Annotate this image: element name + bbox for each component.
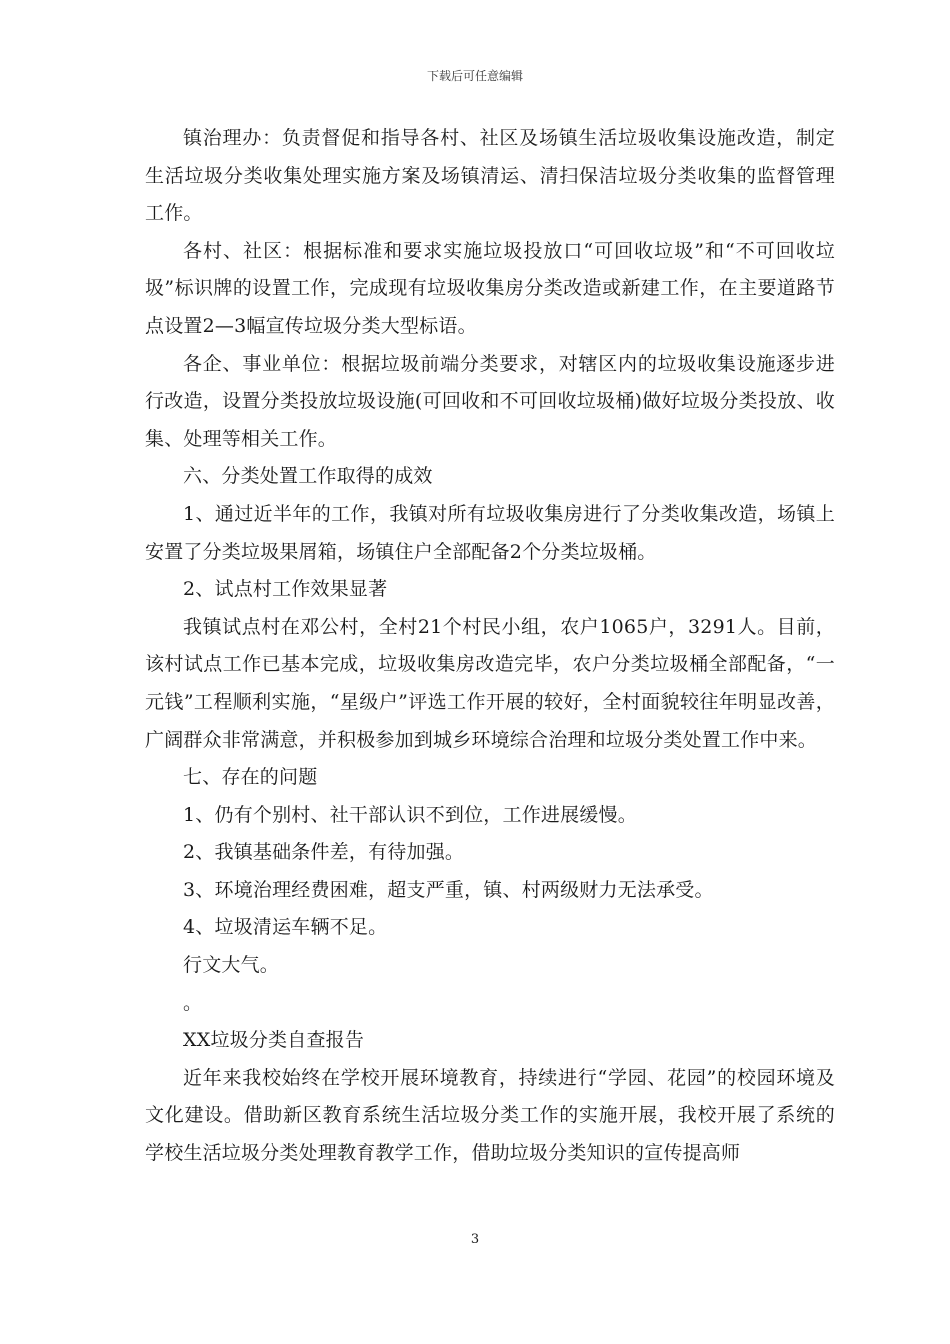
document-body — [145, 120, 835, 1173]
report-title: XX垃圾分类自查报告 — [183, 1029, 365, 1052]
section-heading: 七、存在的问题 — [183, 766, 318, 789]
paragraph: 各村、社区：根据标准和要求实施垃圾投放口“可回收垃圾”和“不可回收垃圾”标识牌的设置工作，完成现有垃圾收集房分类改造或新建工作，在主要道路节点设置2—3幅宣传垃圾分类大型标语。 — [145, 239, 835, 337]
paragraph: 行文大气。 — [183, 954, 280, 977]
paragraph: 1、通过近半年的工作，我镇对所有垃圾收集房进行了分类收集改造，场镇上安置了分类垃圾果屑箱，场镇住户全部配备2个分类垃圾桶。 — [145, 502, 835, 563]
page-number: 3 — [470, 1232, 480, 1247]
paragraph: 我镇试点村在邓公村，全村21个村民小组，农户1065户，3291人。目前，该村试点工作已基本完成，垃圾收集房改造完毕，农户分类垃圾桶全部配备，“一元钱”工程顺利实施，“星级户”评选工作开展的较好，全村面貌较往年明显改善，广阔群众非常满意，并积极参加到城乡环境综合治理和垃圾分类处置工作中来。 — [145, 615, 835, 751]
list-item: 1、仍有个别村、社干部认识不到位，工作进展缓慢。 — [183, 803, 637, 826]
list-item: 4、垃圾清运车辆不足。 — [183, 916, 388, 939]
paragraph: 。 — [183, 991, 203, 1014]
paragraph: 各企、事业单位：根据垃圾前端分类要求，对辖区内的垃圾收集设施逐步进行改造，设置分类投放垃圾设施(可回收和不可回收垃圾桶)做好垃圾分类投放、收集、处理等相关工作。 — [145, 352, 835, 450]
page-header: 下载后可任意编辑 — [426, 69, 523, 83]
list-item: 3、环境治理经费困难，超支严重，镇、村两级财力无法承受。 — [183, 878, 714, 901]
section-heading: 六、分类处置工作取得的成效 — [183, 465, 433, 488]
paragraph: 镇治理办：负责督促和指导各村、社区及场镇生活垃圾收集设施改造，制定生活垃圾分类收集处理实施方案及场镇清运、清扫保洁垃圾分类收集的监督管理工作。 — [145, 127, 835, 225]
paragraph: 近年来我校始终在学校开展环境教育，持续进行“学园、花园”的校园环境及文化建设。借助新区教育系统生活垃圾分类工作的实施开展，我校开展了系统的学校生活垃圾分类处理教育教学工作，借助垃圾分类知识的宣传提高师 — [145, 1066, 835, 1165]
list-item: 2、我镇基础条件差，有待加强。 — [183, 841, 465, 864]
subheading: 2、试点村工作效果显著 — [183, 578, 388, 601]
